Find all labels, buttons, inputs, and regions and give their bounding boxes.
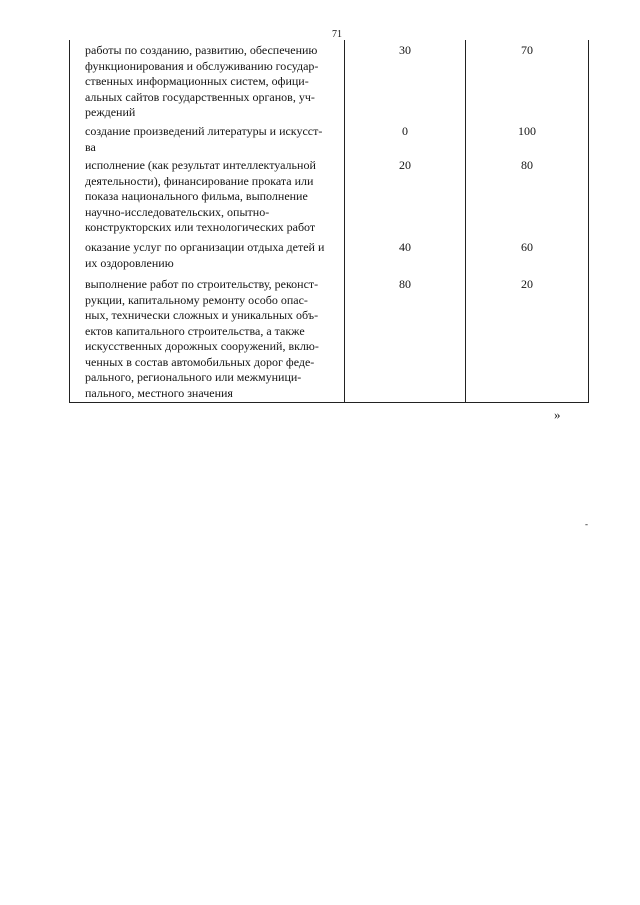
- row-description: [85, 277, 341, 401]
- table-border-left: [69, 40, 70, 402]
- description-line: их оздоровлению: [85, 255, 174, 270]
- description-line: показа национального фильма, выполнение: [85, 189, 308, 203]
- value-cell-a: 40: [399, 240, 411, 254]
- row-description: [85, 43, 341, 121]
- value-cell-b: 70: [521, 43, 533, 57]
- description-line: реждений: [85, 105, 136, 119]
- description-line: исполнение (как результат интеллектуальной: [85, 158, 316, 172]
- table-column-divider-1: [344, 40, 345, 402]
- description-line: рукции, капитальному ремонту особо опас-: [85, 292, 308, 307]
- value-cell-b: 20: [521, 277, 533, 291]
- description-line: ва: [85, 139, 96, 154]
- description-line: конструкторских или технологических работ: [85, 220, 316, 234]
- description-line: ных, технически сложных и уникальных объ-: [85, 308, 319, 322]
- description-line: пального, местного значения: [85, 385, 233, 400]
- description-line: деятельности), финансирование проката или: [85, 173, 314, 188]
- description-line: рального, регионального или межмуници-: [85, 370, 302, 384]
- description-line: ченных в состав автомобильных дорог феде-: [85, 354, 315, 369]
- page-number: 71: [332, 29, 342, 40]
- closing-quote: »: [554, 407, 561, 422]
- description-line: ектов капитального строительства, а также: [85, 323, 305, 338]
- row-description: [85, 124, 341, 155]
- description-line: функционирования и обслуживанию государ-: [85, 58, 319, 73]
- value-cell-a: 20: [399, 158, 411, 172]
- description-line: работы по созданию, развитию, обеспечению: [85, 43, 318, 57]
- description-line: альных сайтов государственных органов, уч-: [85, 89, 315, 104]
- table-border-right: [588, 40, 589, 402]
- description-line: ственных информационных систем, офици-: [85, 74, 309, 88]
- value-cell-b: 60: [521, 240, 533, 254]
- description-line: создание произведений литературы и искусст-: [85, 124, 323, 138]
- value-cell-b: 80: [521, 158, 533, 172]
- value-cell-a: 80: [399, 277, 411, 291]
- data-table: [69, 40, 589, 403]
- description-line: искусственных дорожных сооружений, вклю-: [85, 339, 319, 353]
- description-line: научно-исследовательских, опытно-: [85, 204, 270, 219]
- table-column-divider-2: [465, 40, 466, 402]
- value-cell-b: 100: [518, 124, 536, 138]
- description-line: оказание услуг по организации отдыха детей и: [85, 240, 325, 254]
- row-description: [85, 158, 341, 236]
- value-cell-a: 30: [399, 43, 411, 57]
- value-cell-a: 0: [402, 124, 408, 138]
- row-description: [85, 240, 341, 271]
- margin-mark: -: [585, 519, 588, 529]
- description-line: выполнение работ по строительству, реконст-: [85, 277, 319, 291]
